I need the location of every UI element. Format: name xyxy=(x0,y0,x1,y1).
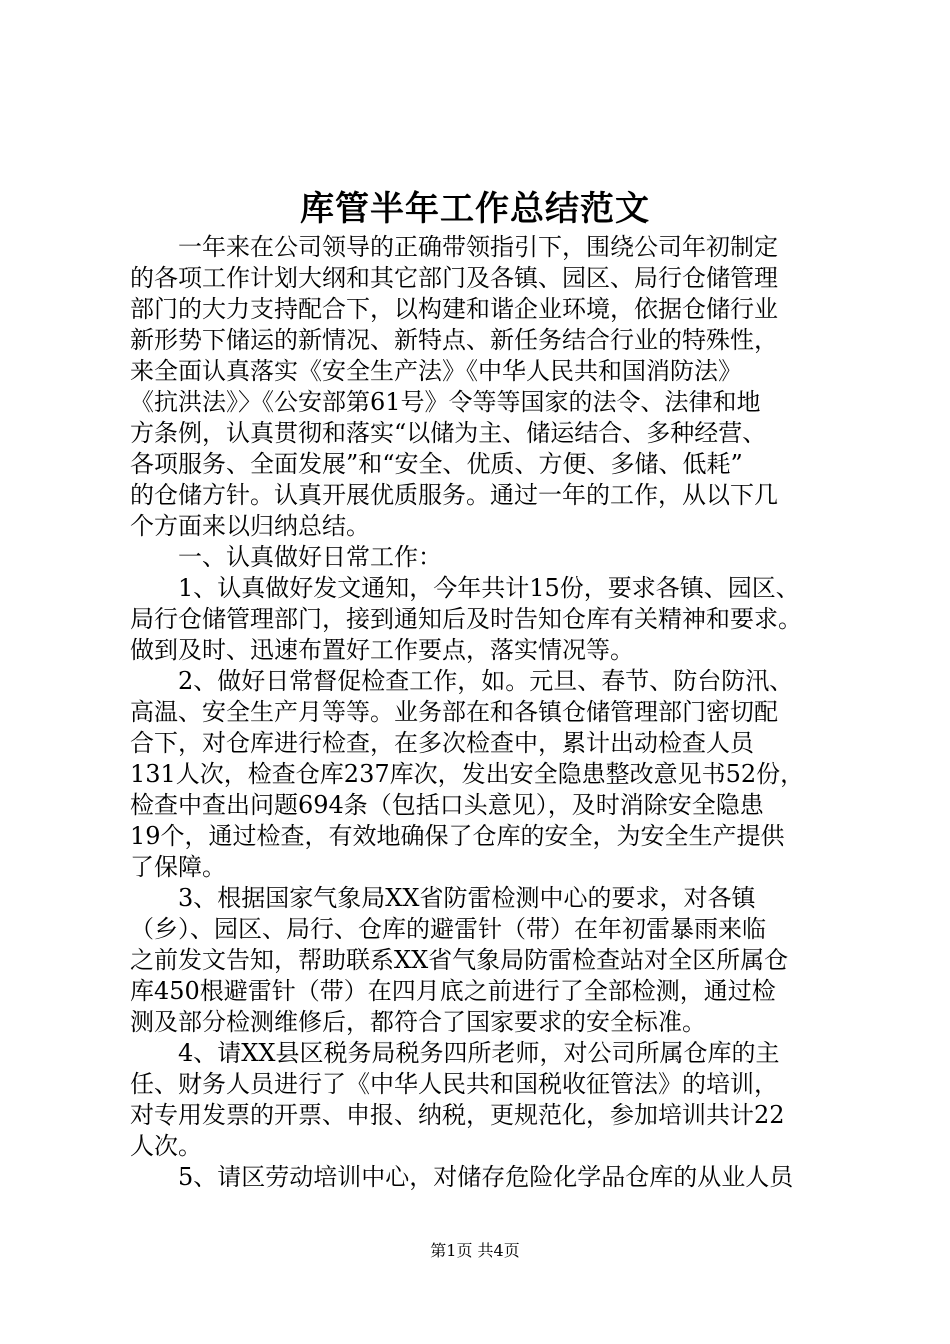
body-line: 做到及时、迅速布置好工作要点，落实情况等。 xyxy=(130,636,634,664)
body-line: 局行仓储管理部门，接到通知后及时告知仓库有关精神和要求。 xyxy=(130,605,802,633)
body-line: （乡）、园区、局行、仓库的避雷针（带）在年初雷暴雨来临 xyxy=(130,915,766,943)
document-title: 库管半年工作总结范文 xyxy=(300,189,650,229)
body-line: 检查中查出问题694条（包括口头意见），及时消除安全隐患 xyxy=(130,791,764,819)
body-line: 个方面来以归纳总结。 xyxy=(130,512,370,540)
body-line: 5、请区劳动培训中心，对储存危险化学品仓库的从业人员 xyxy=(130,1163,794,1191)
body-line: 人次。 xyxy=(130,1132,202,1160)
body-line: 部门的大力支持配合下，以构建和谐企业环境，依据仓储行业 xyxy=(130,295,778,323)
body-line: 3、根据国家气象局XX省防雷检测中心的要求，对各镇 xyxy=(130,884,756,912)
body-line: 任、财务人员进行了《中华人民共和国税收征管法》的培训， xyxy=(130,1070,778,1098)
body-line: 之前发文告知，帮助联系XX省气象局防雷检查站对全区所属仓 xyxy=(130,946,789,974)
body-line: 2、做好日常督促检查工作，如。元旦、春节、防台防汛、 xyxy=(130,667,794,695)
body-line: 库450根避雷针（带）在四月底之前进行了全部检测，通过检 xyxy=(130,977,776,1005)
body-line: 来全面认真落实《安全生产法》《中华人民共和国消防法》 xyxy=(130,357,742,385)
body-line: 一年来在公司领导的正确带领指引下，围绕公司年初制定 xyxy=(130,233,778,261)
body-line: 合下，对仓库进行检查，在多次检查中，累计出动检查人员 xyxy=(130,729,754,757)
body-line: 19个，通过检查，有效地确保了仓库的安全，为安全生产提供 xyxy=(130,822,785,850)
body-line: 测及部分检测维修后，都符合了国家要求的安全标准。 xyxy=(130,1008,706,1036)
body-line: 131人次，检查仓库237库次，发出安全隐患整改意见书52份， xyxy=(130,760,805,788)
body-line: 高温、安全生产月等等。业务部在和各镇仓储管理部门密切配 xyxy=(130,698,778,726)
document-body xyxy=(130,232,850,1193)
body-line: 对专用发票的开票、申报、纳税，更规范化，参加培训共计22 xyxy=(130,1101,785,1129)
page-footer: 第1页 共4页 xyxy=(430,1241,520,1260)
body-line: 《抗洪法》〉《公安部第61号》令等等国家的法令、法律和地 xyxy=(130,388,761,416)
body-line: 了保障。 xyxy=(130,853,226,881)
body-line: 的仓储方针。认真开展优质服务。通过一年的工作，从以下几 xyxy=(130,481,778,509)
body-line: 1、认真做好发文通知，今年共计15份，要求各镇、园区、 xyxy=(130,574,800,602)
body-line: 各项服务、全面发展”和“安全、优质、方便、多储、低耗” xyxy=(130,450,743,478)
body-line: 一、认真做好日常工作： xyxy=(130,543,442,571)
body-line: 4、请XX县区税务局税务四所老师，对公司所属仓库的主 xyxy=(130,1039,780,1067)
body-line: 的各项工作计划大纲和其它部门及各镇、园区、局行仓储管理 xyxy=(130,264,778,292)
body-line: 新形势下储运的新情况、新特点、新任务结合行业的特殊性， xyxy=(130,326,778,354)
body-line: 方条例，认真贯彻和落实“以储为主、储运结合、多种经营、 xyxy=(130,419,767,447)
